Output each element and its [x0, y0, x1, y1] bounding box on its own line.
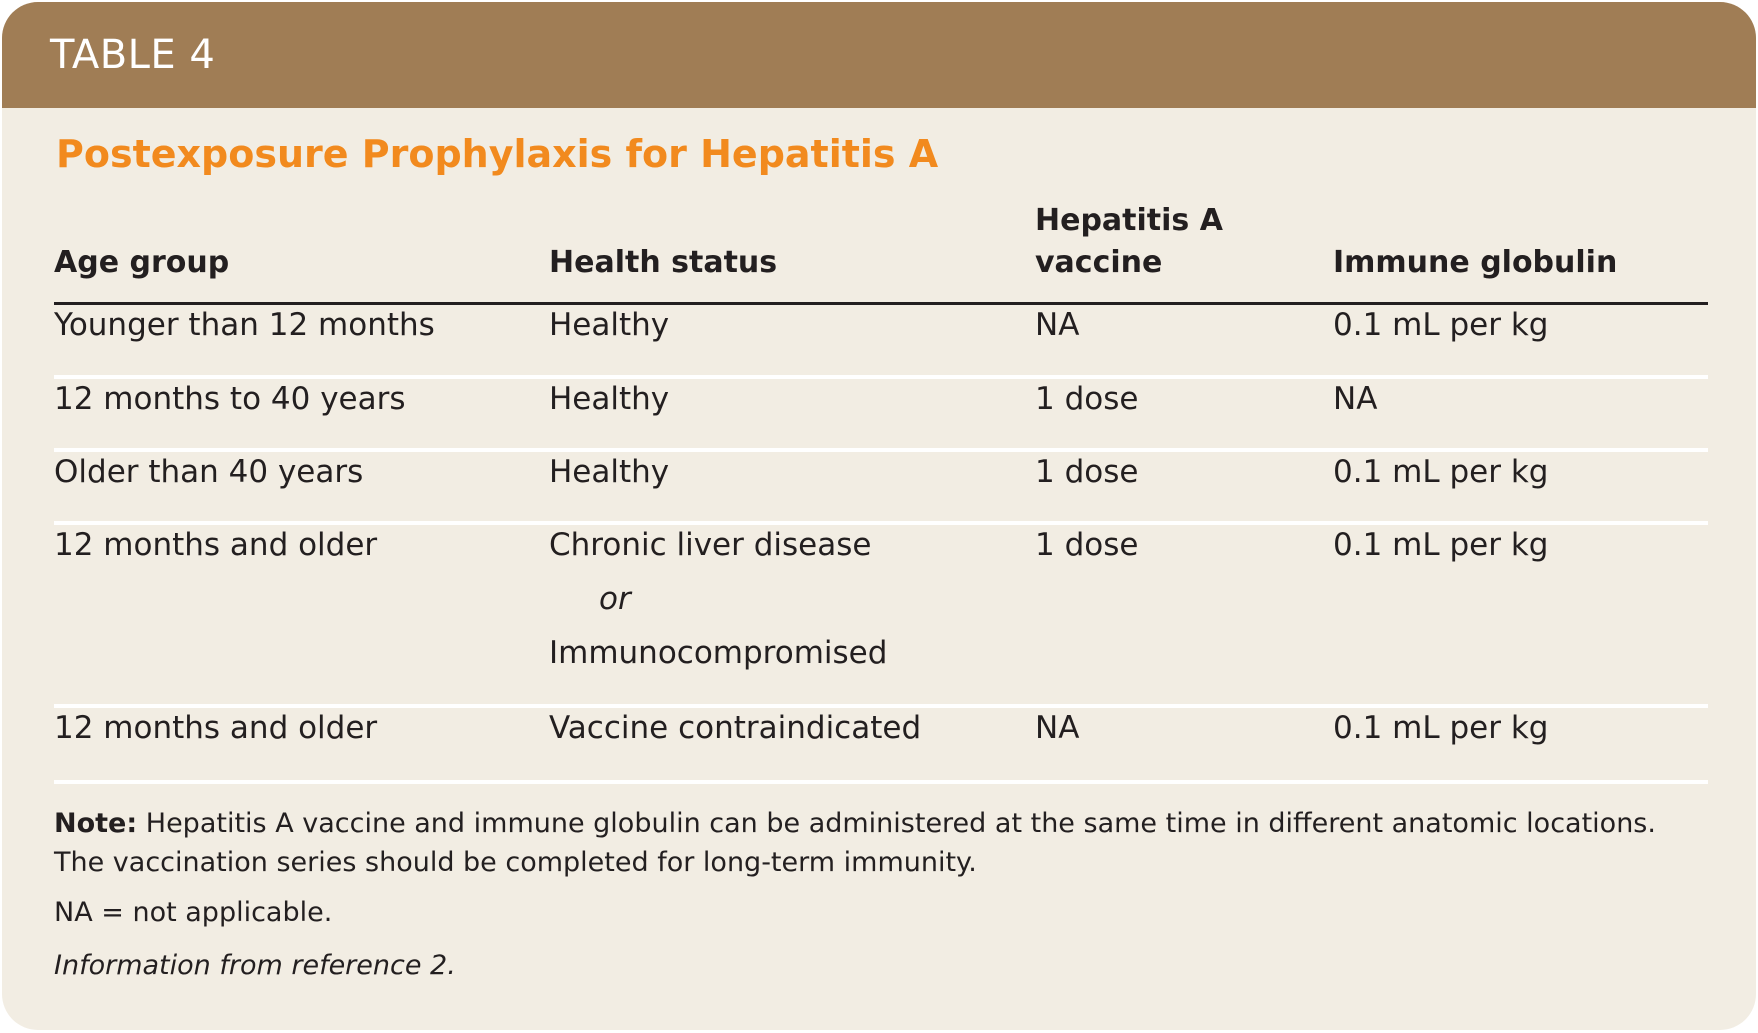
column-header-immune-globulin: Immune globulin: [1333, 200, 1708, 304]
cell-vaccine: 1 dose: [1035, 450, 1333, 523]
note-text: Hepatitis A vaccine and immune globulin can be administered at the same time in different anatomic locations. The vaccination series should be completed for long-term immunity.: [54, 808, 1656, 878]
table-note: [54, 804, 1714, 882]
cell-age: Younger than 12 months: [54, 304, 549, 377]
cell-health: Healthy: [549, 450, 1035, 523]
cell-globulin: 0.1 mL per kg: [1333, 523, 1708, 706]
cell-age: Older than 40 years: [54, 450, 549, 523]
cell-vaccine: 1 dose: [1035, 523, 1333, 706]
column-header-vaccine: Hepatitis A vaccine: [1035, 200, 1333, 304]
cell-globulin: 0.1 mL per kg: [1333, 706, 1708, 782]
column-header-age-group: Age group: [54, 200, 549, 304]
cell-globulin: 0.1 mL per kg: [1333, 304, 1708, 377]
source-note: Information from reference 2.: [54, 950, 456, 981]
cell-vaccine: 1 dose: [1035, 377, 1333, 450]
table-number-label: TABLE 4: [50, 32, 216, 78]
column-header-health-status: Health status: [549, 200, 1035, 304]
header-bar: [2, 2, 1756, 108]
cell-age: 12 months to 40 years: [54, 377, 549, 450]
cell-age: 12 months and older: [54, 523, 549, 706]
cell-health: Healthy: [549, 377, 1035, 450]
health-line-1: Chronic liver disease: [549, 526, 872, 563]
cell-health: Healthy: [549, 304, 1035, 377]
table-row: [54, 706, 1708, 782]
health-status-multi: [549, 518, 1035, 680]
health-line-2: Immunocompromised: [549, 634, 888, 671]
table-card: [2, 2, 1756, 1030]
cell-globulin: 0.1 mL per kg: [1333, 450, 1708, 523]
cell-globulin: NA: [1333, 377, 1708, 450]
cell-vaccine: NA: [1035, 304, 1333, 377]
table-title: Postexposure Prophylaxis for Hepatitis A: [56, 132, 939, 176]
data-table: [54, 200, 1708, 784]
table-row: [54, 377, 1708, 450]
header-row: [54, 200, 1708, 304]
cell-health: Vaccine contraindicated: [549, 706, 1035, 782]
table-row: [54, 523, 1708, 706]
health-or: or: [599, 580, 631, 617]
cell-age: 12 months and older: [54, 706, 549, 782]
cell-health: [549, 523, 1035, 706]
abbreviation-note: NA = not applicable.: [54, 897, 333, 928]
table-row: [54, 304, 1708, 377]
cell-vaccine: NA: [1035, 706, 1333, 782]
note-label: Note:: [54, 808, 138, 839]
table-row: [54, 450, 1708, 523]
